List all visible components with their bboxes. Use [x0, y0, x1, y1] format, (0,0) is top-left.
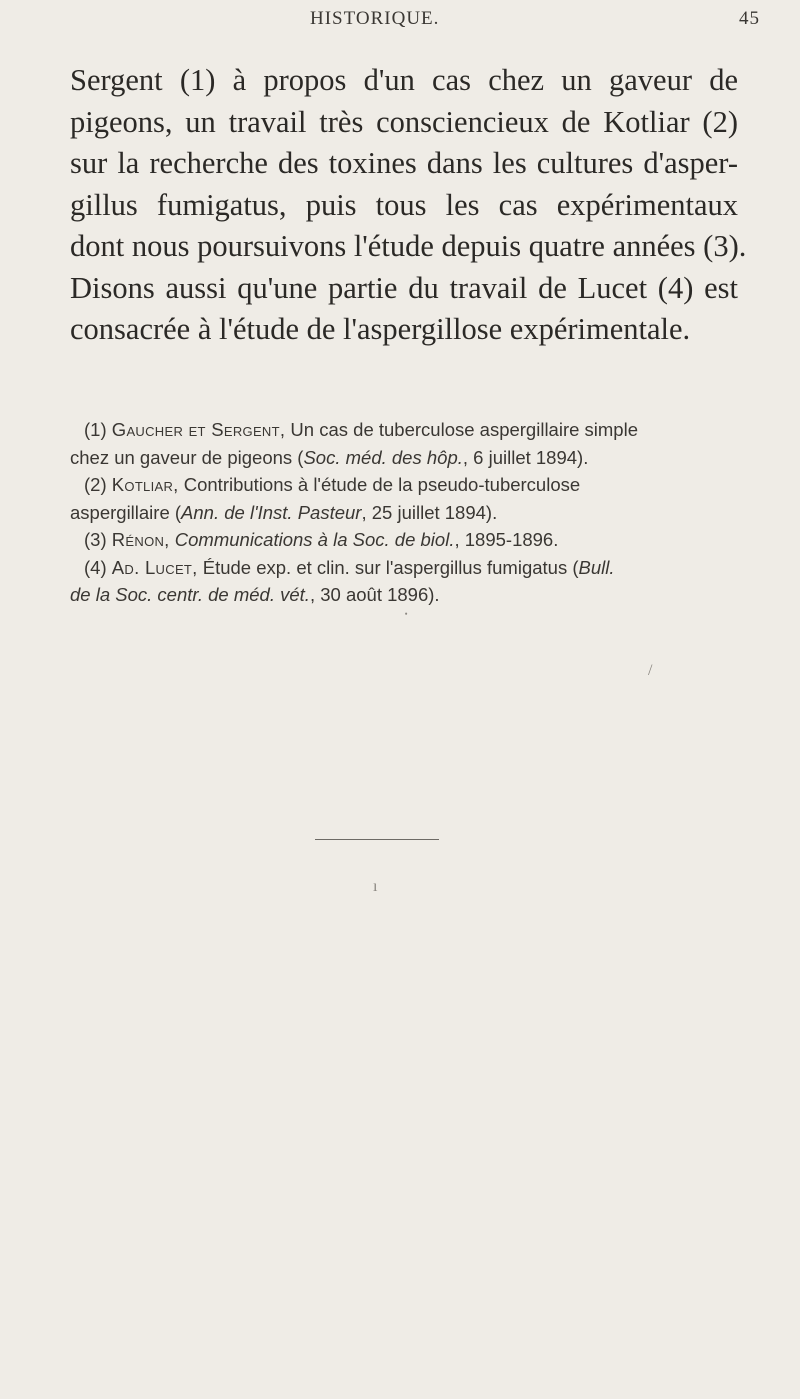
- footnote-author: Gaucher et Sergent,: [111, 419, 286, 440]
- footnote-text: , 1895-1896.: [454, 529, 559, 550]
- footnotes: [70, 416, 742, 609]
- footnote-text: aspergillaire (: [70, 501, 182, 523]
- footnote-journal: Ann. de l'Inst. Pasteur: [181, 501, 362, 523]
- footnote-text: , 6 juillet 1894).: [462, 446, 589, 468]
- footnote-number: (4): [84, 556, 107, 578]
- footnote-author: Kotliar,: [111, 474, 179, 495]
- page-number: 45: [739, 8, 760, 29]
- footnote-text: , 25 juillet 1894).: [361, 501, 498, 523]
- footnote-author: Rénon,: [111, 529, 170, 550]
- footnote-number: (2): [84, 474, 107, 495]
- footnote-3: [70, 526, 742, 554]
- body-line: Sergent (1) à propos d'un cas chez un gaveur de: [70, 63, 738, 97]
- footnote-journal: Bull.: [578, 556, 615, 578]
- footnote-1: [70, 416, 742, 471]
- footnote-text: Un cas de tuberculose aspergillaire simple: [285, 419, 638, 440]
- footnote-journal: Communications à la Soc. de biol.: [169, 529, 455, 550]
- footnote-text: Étude exp. et clin. sur l'aspergillus fumigatus (: [197, 556, 579, 578]
- paper-speck: ⸳: [404, 604, 409, 621]
- body-line: pigeons, un travail très consciencieux de Kotliar (2): [70, 104, 738, 139]
- running-head-title: HISTORIQUE.: [310, 8, 440, 29]
- body-line: Disons aussi qu'une partie du travail de Lucet (4) est: [70, 270, 738, 305]
- footnote-text: , 30 août 1896).: [309, 584, 440, 605]
- footnote-author: Ad. Lucet,: [111, 556, 198, 578]
- footnote-text: chez un gaveur de pigeons (: [70, 446, 304, 468]
- body-line: consacrée à l'étude de l'aspergillose expérimentale.: [70, 312, 691, 346]
- paper-speck: /: [648, 662, 653, 679]
- paper-speck: ı: [373, 878, 378, 895]
- footnote-text: Contributions à l'étude de la pseudo-tuberculose: [178, 474, 581, 495]
- footnote-number: (3): [84, 529, 107, 550]
- body-line: gillus fumigatus, puis tous les cas expérimentaux: [70, 187, 738, 222]
- footnote-number: (1): [84, 419, 107, 440]
- footnote-journal: de la Soc. centr. de méd. vét.: [70, 584, 310, 605]
- body-paragraph: [70, 60, 747, 351]
- body-line: dont nous poursuivons l'étude depuis quatre années (3).: [70, 229, 747, 263]
- footnote-journal: Soc. méd. des hôp.: [303, 446, 463, 468]
- footnote-2: [70, 471, 742, 526]
- body-line: sur la recherche des toxines dans les cultures d'asper-: [70, 146, 738, 180]
- end-rule: [315, 839, 439, 840]
